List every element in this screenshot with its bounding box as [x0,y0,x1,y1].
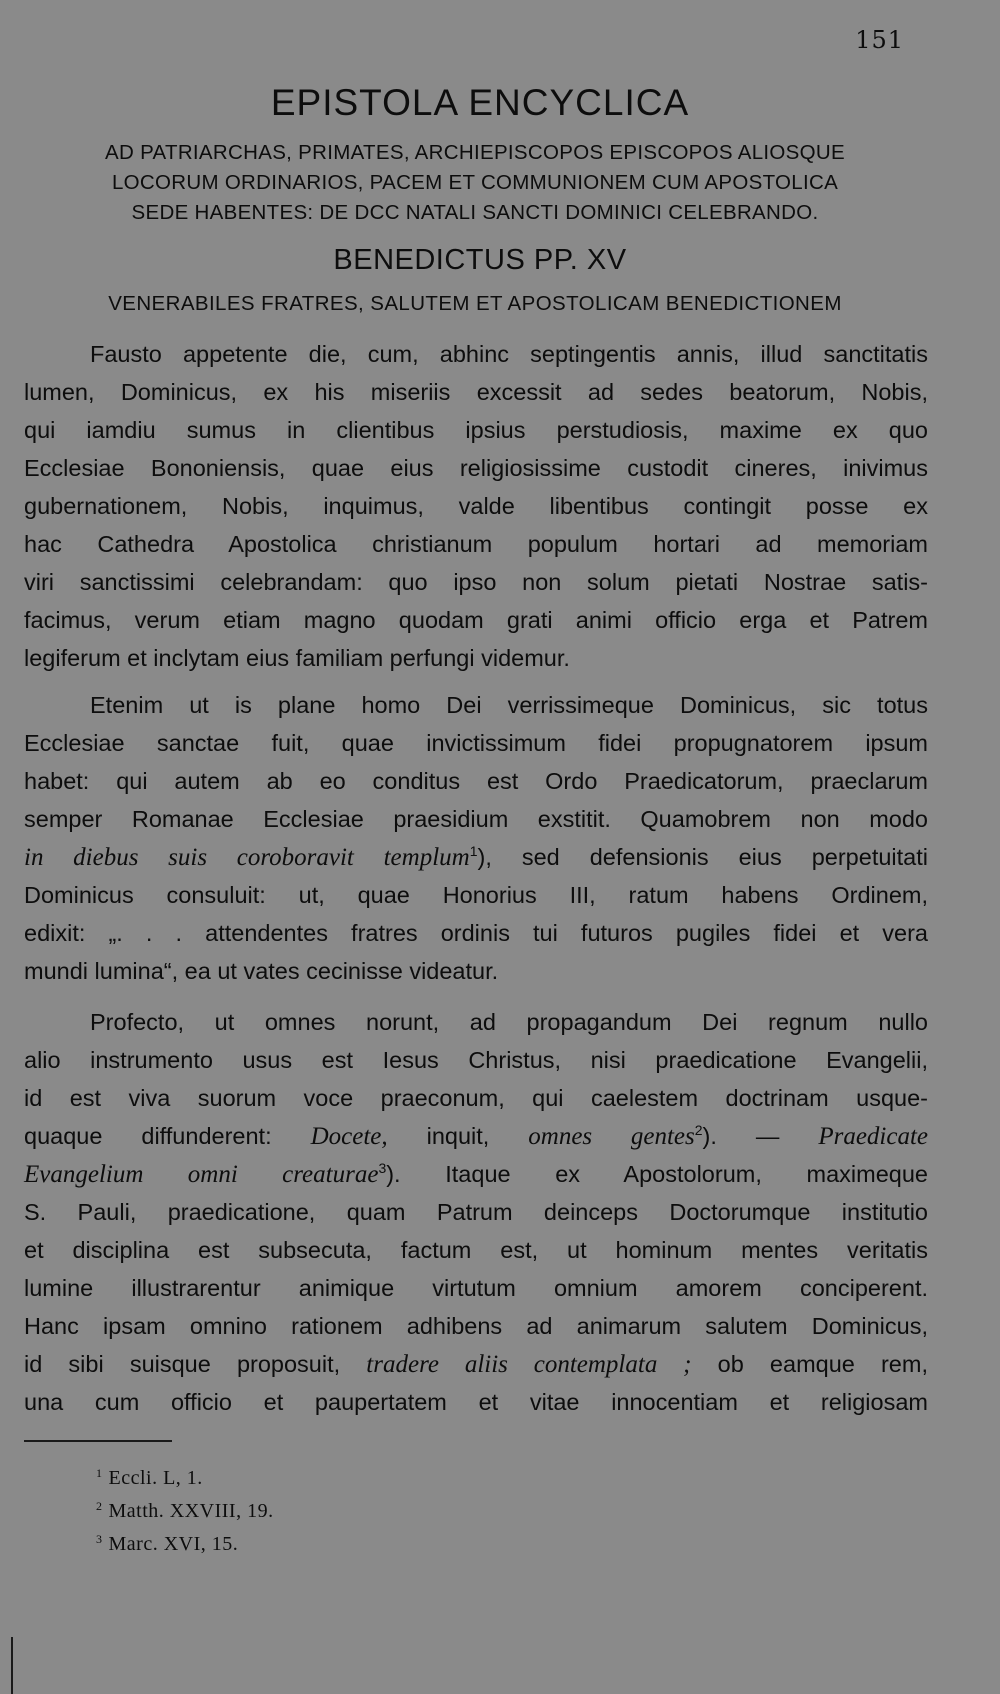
salutation: VENERABILES FRATRES, SALUTEM ET APOSTOLICAM BENEDICTIONEM [108,292,842,315]
text-fragment: id sibi suisque proposuit, [24,1351,367,1377]
paragraph-1 [24,335,928,677]
footnote-ref: 3 [378,1160,387,1176]
text-line: viri sanctissimi celebrandam: quo ipso non solum pietati Nostrae satis- [24,569,928,595]
footnote [96,1495,274,1528]
text-line: S. Pauli, praedicatione, quam Patrum deinceps Doctorumque institutio [24,1199,928,1225]
text-line: Fausto appetente die, cum, abhinc septingentis annis, illud sanctitatis [90,341,928,367]
text-fragment: quaque diffunderent: [24,1123,311,1149]
footnotes [96,1462,274,1561]
text-line: qui iamdiu sumus in clientibus ipsius perstudiosis, maxime ex quo [24,417,928,443]
footnote [96,1462,274,1495]
text-line: una cum officio et paupertatem et vitae innocentiam et religiosam [24,1389,928,1415]
italic-quote: tradere aliis contemplata ; [366,1351,692,1378]
footnote-ref: 1 [469,843,478,859]
address-line: LOCORUM ORDINARIOS, PACEM ET COMMUNIONEM CUM APOSTOLICA [111,171,839,194]
footnote-text: Matth. XXVIII, 19. [108,1500,274,1522]
text-fragment: ob eamque rem, [691,1351,928,1377]
text-fragment: ). Itaque ex Apostolorum, maximeque [386,1161,928,1187]
address-line: SEDE HABENTES: DE DCC NATALI SANCTI DOMINICI CELEBRANDO. [131,201,819,224]
address-line: AD PATRIARCHAS, PRIMATES, ARCHIEPISCOPOS EPISCOPOS ALIOSQUE [105,141,845,164]
text-fragment: ). — [702,1123,819,1149]
text-line: alio instrumento usus est Iesus Christus, nisi praedicatione Evangelii, [24,1047,928,1073]
text-line: Hanc ipsam omnino rationem adhibens ad animarum salutem Dominicus, [24,1313,928,1339]
italic-quote: Evangelium omni creaturae [24,1161,379,1188]
text-line: id est viva suorum voce praeconum, qui caelestem doctrinam usque- [24,1085,928,1111]
text-line: lumine illustrarentur animique virtutum omnium amorem conciperent. [24,1275,928,1301]
text-line: lumen, Dominicus, ex his miseriis excessit ad sedes beatorum, Nobis, [24,379,928,405]
italic-quote: omnes gentes [528,1123,695,1150]
text-line: habet: qui autem ab eo conditus est Ordo Praedicatorum, praeclarum [24,768,928,794]
text-line: Ecclesiae sanctae fuit, quae invictissimum fidei propugnatorem ipsum [24,730,928,756]
footnote-text: Marc. XVI, 15. [108,1533,239,1555]
footnote-mark: 1 [96,1466,103,1480]
italic-quote: in diebus suis coroboravit templum [24,844,470,871]
text-line: Profecto, ut omnes norunt, ad propagandum Dei regnum nullo [90,1009,928,1035]
text-line: edixit: „. . . attendentes fratres ordinis tui futuros pugiles fidei et vera [24,920,928,946]
text-line: Ecclesiae Bononiensis, quae eius religiosissime custodit cineres, inivimus [24,455,928,481]
author-heading: BENEDICTUS PP. XV [333,244,627,276]
footnote-ref: 2 [694,1122,703,1138]
paragraph-3 [24,1003,928,1421]
text-line [24,1345,928,1383]
text-line: gubernationem, Nobis, inquimus, valde libentibus contingit posse ex [24,493,928,519]
text-line [24,1155,928,1193]
footnote [96,1528,274,1561]
footnote-text: Eccli. L, 1. [108,1467,203,1489]
text-line: Etenim ut is plane homo Dei verrissimeque Dominicus, sic totus [90,692,928,718]
page-number: 151 [855,26,904,54]
text-line: et disciplina est subsecuta, factum est, ut hominum mentes veritatis [24,1237,928,1263]
italic-quote: Docete, [310,1123,388,1150]
text-line: facimus, verum etiam magno quodam grati animi officio erga et Patrem [24,607,928,633]
text-fragment: ), sed defensionis eius perpetuitati [477,844,928,870]
footnote-mark: 2 [96,1499,103,1513]
footnote-mark: 3 [96,1532,103,1546]
paragraph-2 [24,686,928,990]
text-fragment: inquit, [387,1123,529,1149]
footnote-divider [24,1440,172,1442]
text-line: legiferum et inclytam eius familiam perfungi videmur. [24,645,570,671]
text-line [24,1117,928,1155]
text-line: Dominicus consuluit: ut, quae Honorius III, ratum habens Ordinem, [24,882,928,908]
text-line: hac Cathedra Apostolica christianum populum hortari ad memoriam [24,531,928,557]
text-line: mundi lumina“, ea ut vates cecinisse videatur. [24,958,499,984]
italic-quote: Praedicate [818,1123,928,1150]
margin-mark [11,1637,13,1694]
document-title: EPISTOLA ENCYCLICA [270,82,690,123]
address-block [20,138,930,228]
text-line: semper Romanae Ecclesiae praesidium exstitit. Quamobrem non modo [24,806,928,832]
text-line [24,838,928,876]
